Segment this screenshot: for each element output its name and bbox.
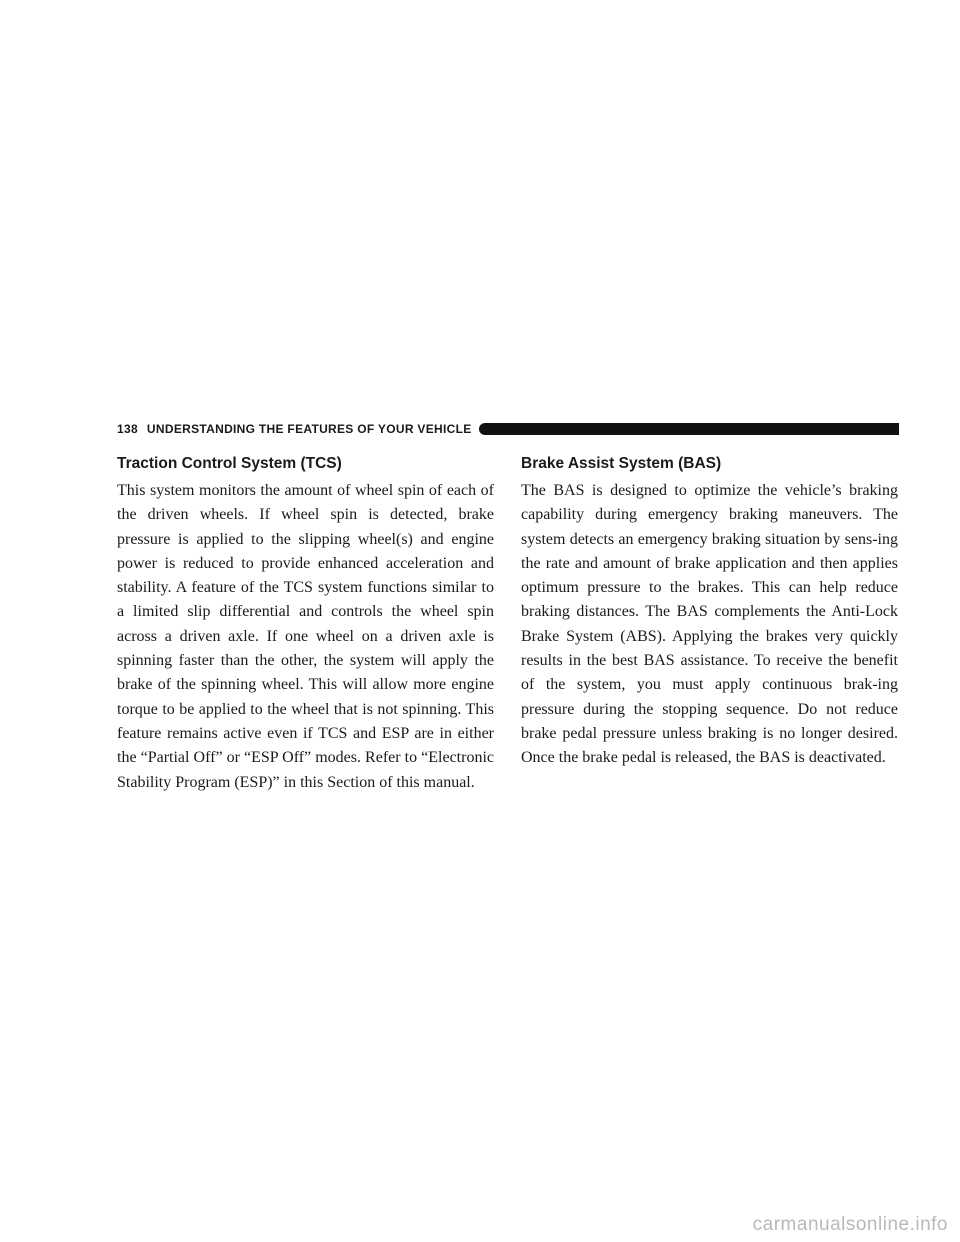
header-rule-bar xyxy=(479,423,899,435)
left-column xyxy=(117,447,494,795)
section-heading-bas: Brake Assist System (BAS) xyxy=(521,455,722,472)
section-body-bas: The BAS is designed to optimize the vehicle’s braking capability during emergency braking maneuvers. The system detects an emergency braking situation by sens-ing the rate and amount of brake application and then applies optimum pressure to the brakes. This can help reduce braking distances. The BAS complements the Anti-Lock Brake System (ABS). Applying the brakes very quickly results in the best BAS assistance. To receive the benefit of the system, you must apply continuous brak-ing pressure during the stopping sequence. Do not reduce brake pedal pressure unless braking is no longer desired. Once the brake pedal is released, the BAS is deactivated. xyxy=(521,482,898,767)
page-header xyxy=(117,418,899,440)
running-title: UNDERSTANDING THE FEATURES OF YOUR VEHICLE xyxy=(146,422,472,436)
right-column xyxy=(521,447,898,771)
section-heading-tcs: Traction Control System (TCS) xyxy=(117,455,342,472)
watermark-text: carmanualsonline.info xyxy=(752,1214,948,1235)
section-body-tcs: This system monitors the amount of wheel spin of each of the driven wheels. If wheel spin is detected, brake pressure is applied to the slipping wheel(s) and engine power is reduced to provide enhanced acceleration and stability. A feature of the TCS system functions similar to a limited slip differential and controls the wheel spin across a driven axle. If one wheel on a driven axle is spinning faster than the other, the system will apply the brake of the spinning wheel. This will allow more engine torque to be applied to the wheel that is not spinning. This feature remains active even if TCS and ESP are in either the “Partial Off” or “ESP Off” modes. Refer to “Electronic Stability Program (ESP)” in this Section of this manual. xyxy=(117,482,494,791)
page-number: 138 xyxy=(117,422,138,436)
